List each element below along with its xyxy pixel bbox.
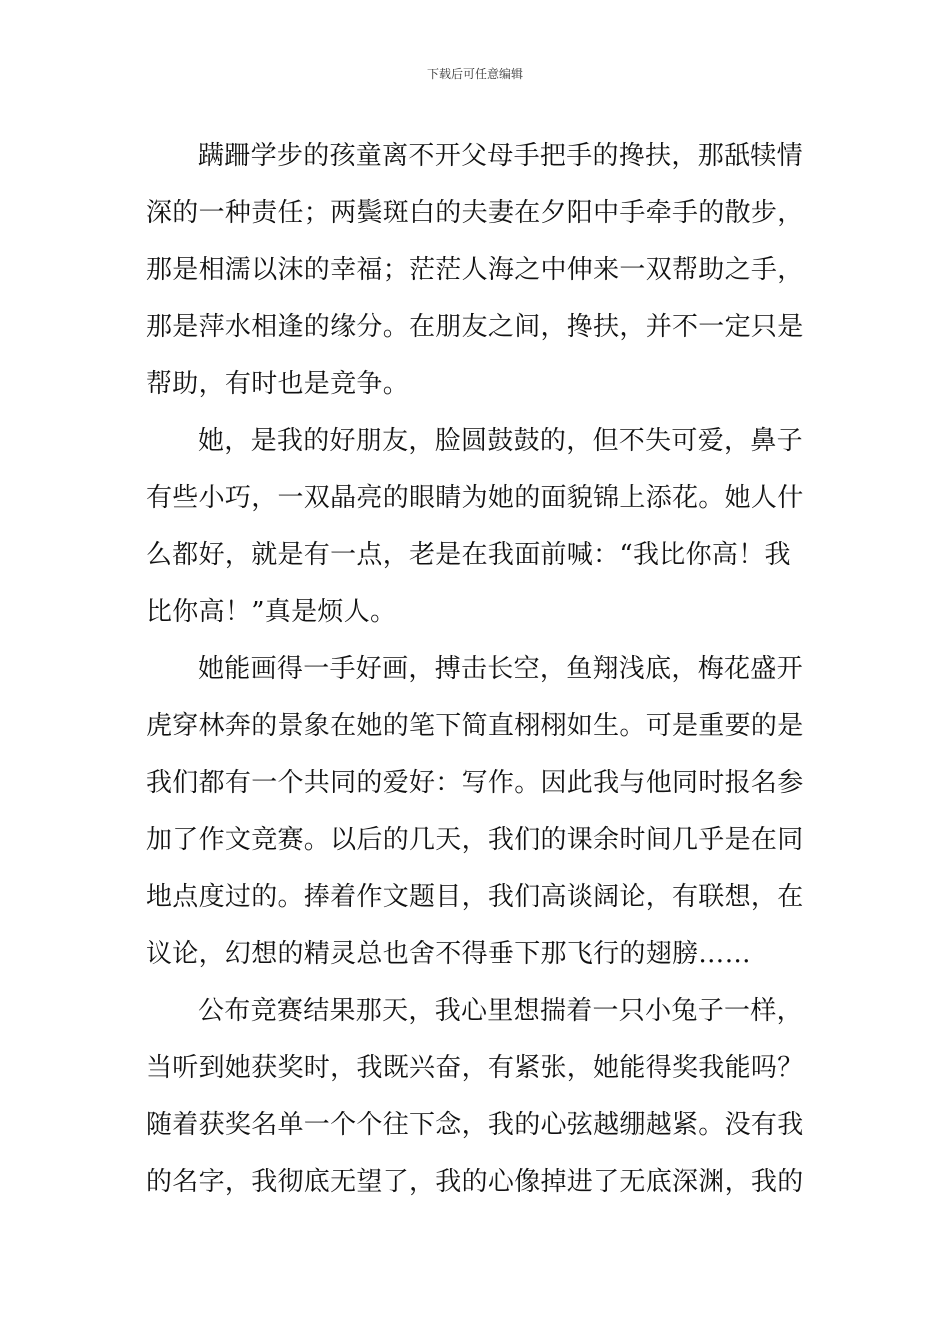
text-line: 地点度过的。捧着作文题目，我们高谈阔论，有联想，在	[146, 882, 804, 912]
text-line: 虎穿林奔的景象在她的笔下简直栩栩如生。可是重要的是	[146, 711, 804, 741]
text-line: 帮助，有时也是竞争。	[146, 369, 410, 399]
text-line: 么都好，就是有一点，老是在我面前喊：“我比你高！我	[146, 540, 791, 570]
text-line: 那是萍水相逢的缘分。在朋友之间，搀扶，并不一定只是	[146, 312, 804, 342]
document-body	[146, 128, 810, 1211]
page-header: 下载后可任意编辑	[426, 67, 523, 81]
text-line: 当听到她获奖时，我既兴奋，有紧张，她能得奖我能吗？	[146, 1053, 804, 1083]
text-line: 议论，幻想的精灵总也舍不得垂下那飞行的翅膀……	[146, 939, 751, 969]
text-line: 她，是我的好朋友，脸圆鼓鼓的，但不失可爱，鼻子	[198, 426, 803, 456]
text-line: 我们都有一个共同的爱好：写作。因此我与他同时报名参	[146, 768, 804, 798]
text-line: 那是相濡以沫的幸福；茫茫人海之中伸来一双帮助之手，	[146, 255, 804, 285]
text-line: 的名字，我彻底无望了，我的心像掉进了无底深渊，我的	[146, 1167, 804, 1197]
text-line: 有些小巧，一双晶亮的眼睛为她的面貌锦上添花。她人什	[146, 483, 804, 513]
text-line: 蹒跚学步的孩童离不开父母手把手的搀扶，那舐犊情	[198, 141, 803, 171]
text-line: 她能画得一手好画，搏击长空，鱼翔浅底，梅花盛开	[198, 654, 803, 684]
text-line: 公布竞赛结果那天，我心里想揣着一只小兔子一样，	[198, 996, 803, 1026]
text-line: 加了作文竞赛。以后的几天，我们的课余时间几乎是在同	[146, 825, 804, 855]
text-line: 深的一种责任；两鬓斑白的夫妻在夕阳中手牵手的散步，	[146, 198, 804, 228]
text-line: 随着获奖名单一个个往下念，我的心弦越绷越紧。没有我	[146, 1110, 804, 1140]
text-line: 比你高！”真是烦人。	[146, 597, 397, 627]
